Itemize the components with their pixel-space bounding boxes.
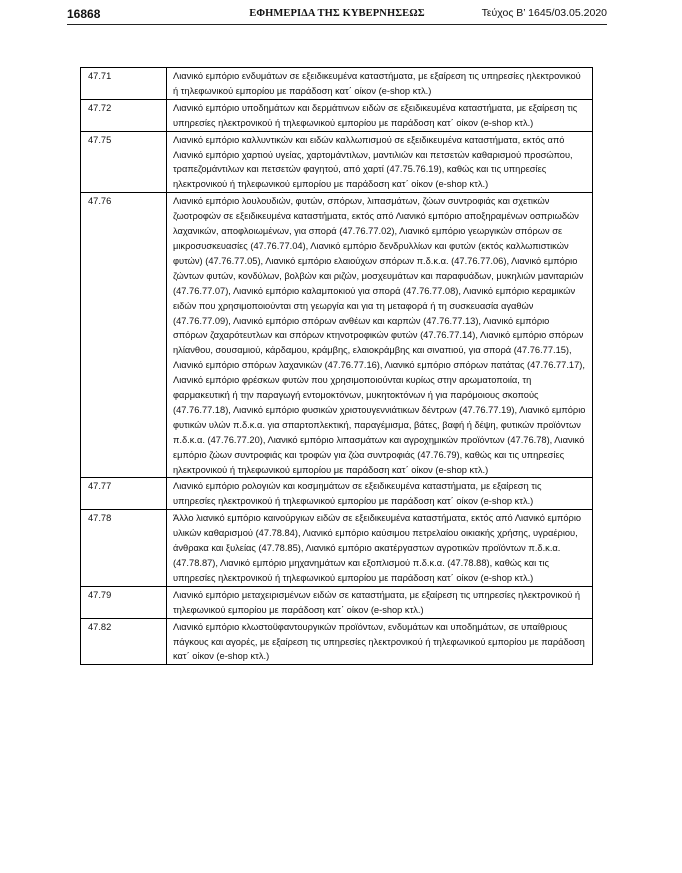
table-row [81, 99, 593, 131]
page-header [67, 7, 607, 23]
activity-code: 47.72 [81, 99, 167, 131]
activity-description: Λιανικό εμπόριο καλλυντικών και ειδών καλλωπισμού σε εξειδικευμένα καταστήματα, εκτός από Λιανικό εμπόριο χαρτιού υγείας, χαρτομάντιλων, μαντιλιών και πετσετών καθαρισμού προσώπου, τραπεζομάντιλων και πετσετών φαγητού, από χαρτί (47.75.76.19), καθώς και τις υπηρεσίες ηλεκτρονικού ή τηλεφωνικού εμπορίου με παράδοση κατ΄ οίκον (e-shop κτλ.) [167, 131, 593, 193]
activity-description: Λιανικό εμπόριο μεταχειρισμένων ειδών σε καταστήματα, με εξαίρεση τις υπηρεσίες ηλεκτρονικού ή τηλεφωνικού εμπορίου με παράδοση κατ΄ οίκον (e-shop κτλ.) [167, 586, 593, 618]
activity-description: Λιανικό εμπόριο λουλουδιών, φυτών, σπόρων, λιπασμάτων, ζώων συντροφιάς και σχετικών ζωοτροφών σε εξειδικευμένα καταστήματα, εκτός από Λιανικό εμπόριο αποξηραμένων οσπριωδών λαχανικών, αποφλοιωμένων, για σπορά (47.76.77.02), Λιανικό εμπόριο γεωργικών σπόρων σε μικροσυσκευασίες (47.76.77.04), Λιανικό εμπόριο δενδρυλλίων και φυτών (εκτός καλλωπιστικών φυτών) (47.76.77.05), Λιανικό εμπόριο ελαιούχων σπόρων π.δ.κ.α. (47.76.77.06), Λιανικό εμπόριο ζώντων φυτών, κονδύλων, βολβών και ριζών, μοσχευμάτων και παραφυάδων, μυκηλιών μανιταριών (47.76.77.07), Λιανικό εμπόριο καλαμποκιού για σπορά (47.76.77.08), Λιανικό εμπόριο κεραμικών ειδών που χρησιμοποιούνται στη γεωργία και για τη μεταφορά ή τη συσκευασία αγαθών (47.76.77.09), Λιανικό εμπόριο σπόρων ανθέων και καρπών (47.76.77.13), Λιανικό εμπόριο σπόρων ζαχαρότευτλων και σπόρων κτηνοτροφικών φυτών (47.76.77.14), Λιανικό εμπόριο σπόρων ηλίανθου, σουσαμιού, κάρδαμου, κράμβης, ελαιοκράμβης και σιναπιού, για σπορά (47.76.77.15), Λιανικό εμπόριο σπόρων λαχανικών (47.76.77.16), Λιανικό εμπόριο σπόρων πατάτας (47.76.77.17), Λιανικό εμπόριο φρέσκων φυτών που χρησιμοποιούνται κυρίως στην αρωματοποιία, τη φαρμακευτική ή την παραγωγή εντομοκτόνων, μυκητοκτόνων ή για παρόμοιους σκοπούς (47.76.77.18), Λιανικό εμπόριο φυσικών χριστουγεννιάτικων δέντρων (47.76.77.19), Λιανικό εμπόριο φυτικών υλών π.δ.κ.α. για σπαρτοπλεκτική, παραγέμισμα, βάτες, βαφή ή δέψη, φυτικών προϊόντων π.δ.κ.α. (47.76.77.20), Λιανικό εμπόριο λιπασμάτων και αγροχημικών προϊόντων (47.76.78), Λιανικό εμπόριο ζώων συντροφιάς και τροφών για ζώα συντροφιάς (47.76.79), καθώς και τις υπηρεσίες ηλεκτρονικού ή τηλεφωνικού εμπορίου με παράδοση κατ΄ οίκον (e-shop κτλ.) [167, 193, 593, 478]
activity-code: 47.71 [81, 68, 167, 100]
activity-code: 47.82 [81, 618, 167, 665]
table-row [81, 618, 593, 665]
activity-description: Λιανικό εμπόριο ρολογιών και κοσμημάτων σε εξειδικευμένα καταστήματα, με εξαίρεση τις υπηρεσίες ηλεκτρονικού ή τηλεφωνικού εμπορίου με παράδοση κατ΄ οίκον (e-shop κτλ.) [167, 478, 593, 510]
table-row [81, 510, 593, 587]
activity-description: Λιανικό εμπόριο υποδημάτων και δερμάτινων ειδών σε εξειδικευμένα καταστήματα, με εξαίρεση τις υπηρεσίες ηλεκτρονικού ή τηλεφωνικού εμπορίου με παράδοση κατ΄ οίκον (e-shop κτλ.) [167, 99, 593, 131]
activity-code: 47.75 [81, 131, 167, 193]
activity-description: Άλλο λιανικό εμπόριο καινούργιων ειδών σε εξειδικευμένα καταστήματα, εκτός από Λιανικό εμπόριο υλικών καθαρισμού (47.78.84), Λιανικό εμπόριο καύσιμου πετρελαίου οικιακής χρήσης, υγραέριου, άνθρακα και ξυλείας (47.78.85), Λιανικό εμπόριο ακατέργαστων αγροτικών προϊόντων π.δ.κ.α. (47.78.87), Λιανικό εμπόριο μηχανημάτων και εξοπλισμού π.δ.κ.α. (47.78.88), καθώς και τις υπηρεσίες ηλεκτρονικού ή τηλεφωνικού εμπορίου με παράδοση κατ΄ οίκον (e-shop κτλ.) [167, 510, 593, 587]
page-number: 16868 [67, 7, 101, 21]
activity-code: 47.76 [81, 193, 167, 478]
issue-reference: Τεύχος Β’ 1645/03.05.2020 [481, 7, 607, 19]
table-row [81, 131, 593, 193]
header-rule [67, 24, 607, 25]
activity-description: Λιανικό εμπόριο κλωστοϋφαντουργικών προϊόντων, ενδυμάτων και υποδημάτων, σε υπαίθριους πάγκους και αγορές, με εξαίρεση τις υπηρεσίες ηλεκτρονικού ή τηλεφωνικού εμπορίου με παράδοση κατ΄ οίκον (e-shop κτλ.) [167, 618, 593, 665]
journal-title: ΕΦΗΜΕΡΙΔΑ ΤΗΣ ΚΥΒΕΡΝΗΣΕΩΣ [249, 8, 425, 19]
activity-codes-table [80, 67, 593, 665]
table-row [81, 586, 593, 618]
activity-code: 47.77 [81, 478, 167, 510]
table-row [81, 478, 593, 510]
activity-description: Λιανικό εμπόριο ενδυμάτων σε εξειδικευμένα καταστήματα, με εξαίρεση τις υπηρεσίες ηλεκτρονικού ή τηλεφωνικού εμπορίου με παράδοση κατ΄ οίκον (e-shop κτλ.) [167, 68, 593, 100]
activity-code: 47.79 [81, 586, 167, 618]
table-row [81, 193, 593, 478]
activity-code: 47.78 [81, 510, 167, 587]
table-row [81, 68, 593, 100]
